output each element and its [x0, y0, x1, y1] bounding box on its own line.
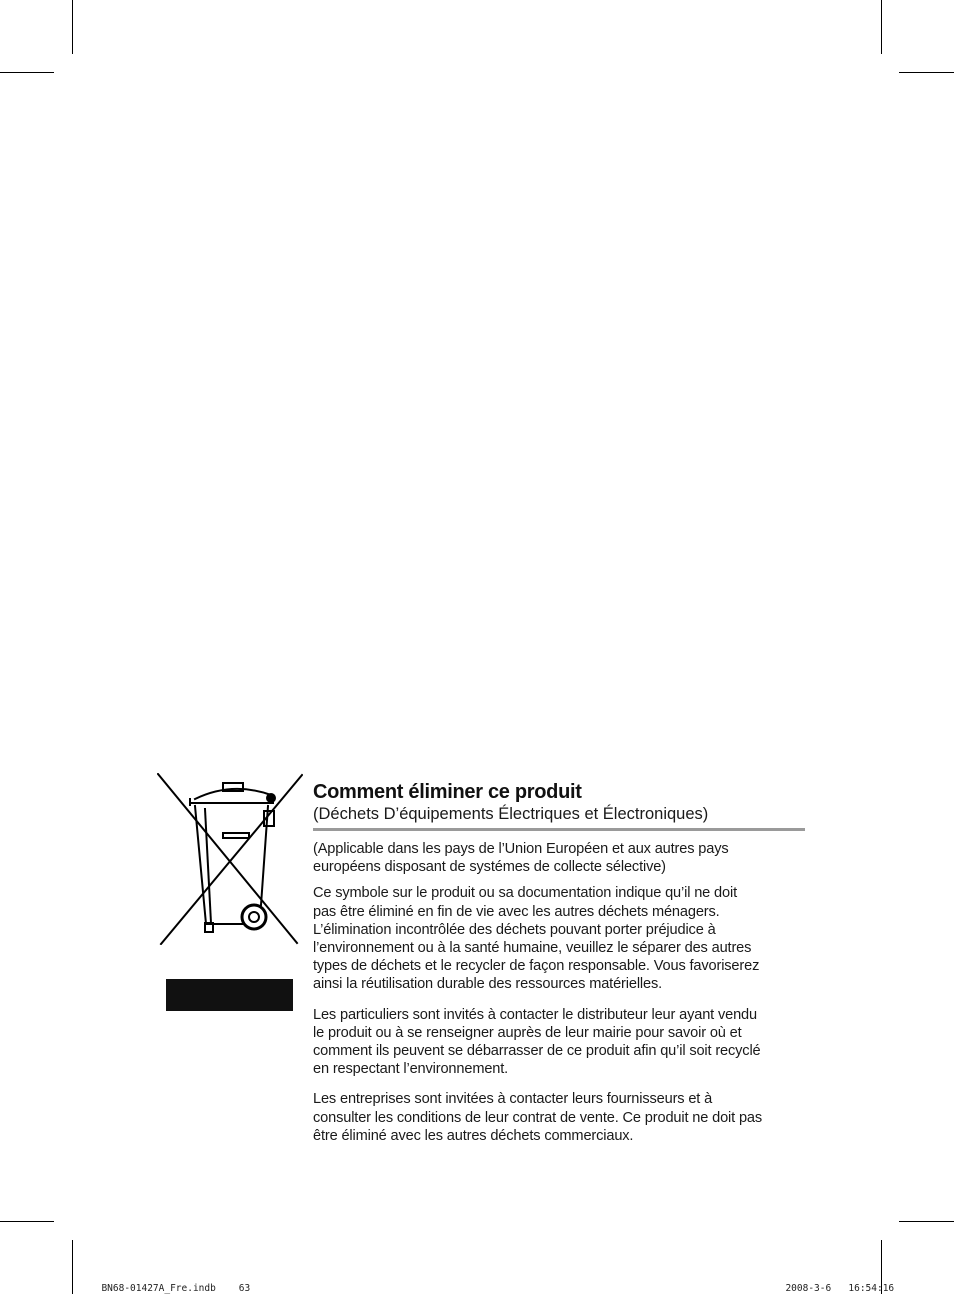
crop-mark — [899, 1221, 954, 1222]
slug-filename: BN68-01427A_Fre.indb — [101, 1283, 216, 1294]
text-line: consulter les conditions de leur contrat de vente. Ce produit ne doit pas — [313, 1109, 763, 1126]
page-title: Comment éliminer ce produit — [313, 781, 582, 803]
crossed-out-wheelie-bin-icon — [157, 773, 303, 945]
text-line: Les entreprises sont invitées à contacter leurs fournisseurs et à — [313, 1091, 713, 1108]
text-line: le produit ou à se renseigner auprès de leur mairie pour savoir où et — [313, 1024, 742, 1041]
crop-mark — [72, 1240, 73, 1294]
crop-mark — [881, 0, 882, 54]
text-line: comment ils peuvent se débarrasser de ce produit afin qu’il soit recyclé — [313, 1043, 761, 1060]
paragraph-businesses — [313, 1090, 809, 1145]
text-line: L’élimination incontrôlée des déchets pouvant porter préjudice à — [313, 921, 716, 938]
crop-mark — [899, 72, 954, 73]
slug-file — [90, 1272, 250, 1294]
slug-timestamp — [774, 1272, 894, 1294]
black-bar — [166, 979, 293, 1011]
subtitle: (Déchets D’équipements Électriques et Électroniques) — [313, 805, 709, 823]
slug-date: 2008-3-6 — [785, 1283, 832, 1294]
text-line: Les particuliers sont invités à contacter le distributeur leur ayant vendu — [313, 1006, 757, 1023]
text-line: l’environnement ou à la santé humaine, veuillez le séparer des autres — [313, 940, 752, 957]
crop-mark — [72, 0, 73, 54]
text-line: être éliminé avec les autres déchets commerciaux. — [313, 1127, 634, 1144]
text-line: types de déchets et le recycler de façon responsable. Vous favoriserez — [313, 958, 760, 975]
text-line: (Applicable dans les pays de l’Union Européen et aux autres pays — [313, 841, 729, 857]
text-line: ainsi la réutilisation durable des ressources matérielles. — [313, 976, 663, 993]
text-line: pas être éliminé en fin de vie avec les autres déchets ménagers. — [313, 903, 720, 920]
slug-time: 16:54:16 — [848, 1283, 895, 1294]
paragraph-individuals — [313, 1006, 809, 1079]
slug-page: 63 — [238, 1283, 251, 1294]
crop-mark — [0, 72, 54, 73]
divider — [313, 828, 805, 831]
text-line: européens disposant de systémes de collecte sélective) — [313, 859, 666, 876]
text-line: Ce symbole sur le produit ou sa documentation indique qu’il ne doit — [313, 885, 737, 902]
applicability-note — [313, 840, 809, 876]
crop-mark — [0, 1221, 54, 1222]
weee-notice — [313, 780, 809, 1157]
paragraph-symbol-meaning — [313, 884, 809, 993]
text-line: en respectant l’environnement. — [313, 1061, 509, 1078]
